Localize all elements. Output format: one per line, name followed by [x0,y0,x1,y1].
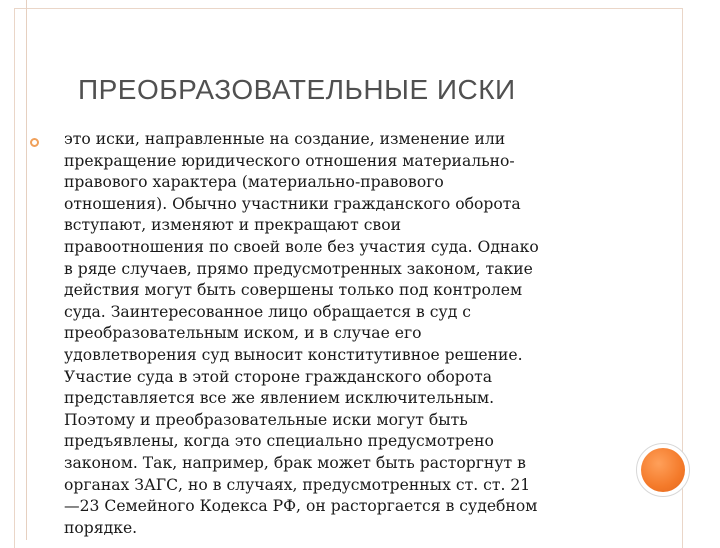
body-line: в ряде случаев, прямо предусмотренных законом, такие [64,259,533,278]
bullet-icon [30,138,39,147]
body-line: прекращение юридического отношения материально- [64,151,515,170]
body-line: действия могут быть совершены только под контролем [64,281,523,300]
body-line: правового характера (материально-правового [64,173,444,192]
orange-circle-icon [641,448,685,492]
body-line: законом. Так, например, брак может быть расторгнут в [64,453,526,472]
body-line: порядке. [64,518,138,537]
body-line: суда. Заинтересованное лицо обращается в суд с [64,302,471,321]
body-line: отношения). Обычно участники гражданского оборота [64,194,521,213]
body-line: предъявлены, когда это специально предусмотрено [64,432,494,451]
body-line: органах ЗАГС, но в случаях, предусмотренных ст. ст. 21 [64,475,531,494]
slide-title: ПРЕОБРАЗОВАТЕЛЬНЫЕ ИСКИ [78,74,516,105]
body-line: —23 Семейного Кодекса РФ, он расторгается в судебном [64,497,538,516]
body-line: Участие суда в этой стороне гражданского оборота [64,367,493,386]
body-line: правоотношения по своей воле без участия суда. Однако [64,237,539,256]
body-line: вступают, изменяют и прекращают свои [64,216,401,235]
body-line: представляется все же явлением исключительным. [64,389,495,408]
slide-body-text [64,129,616,539]
body-line: удовлетворения суд выносит конститутивное решение. [64,345,523,364]
body-line: Поэтому и преобразовательные иски могут быть [64,410,468,429]
vertical-divider [26,0,27,540]
body-line: это иски, направленные на создание, изменение или [64,130,506,148]
body-line: преобразовательным иском, и в случае его [64,324,422,343]
